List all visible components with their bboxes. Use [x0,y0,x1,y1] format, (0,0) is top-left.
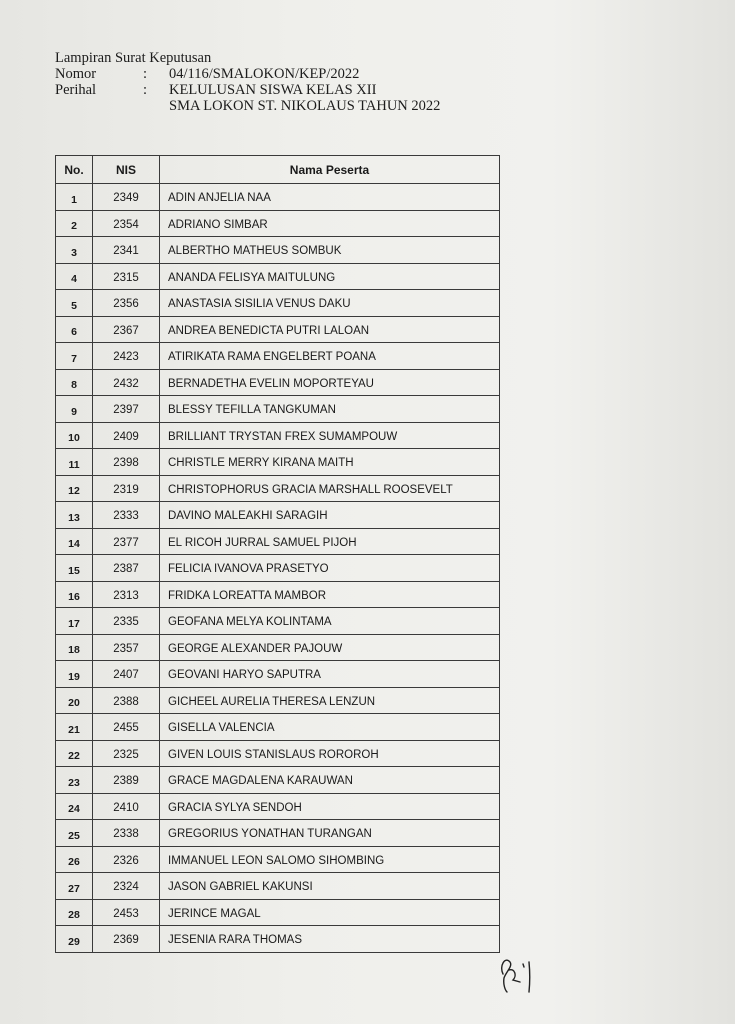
row-nis: 2319 [93,475,160,502]
row-name: ALBERTHO MATHEUS SOMBUK [160,237,500,264]
row-number: 23 [56,767,93,794]
row-name: EL RICOH JURRAL SAMUEL PIJOH [160,528,500,555]
row-number: 28 [56,899,93,926]
row-name: CHRISTLE MERRY KIRANA MAITH [160,449,500,476]
row-nis: 2325 [93,740,160,767]
row-nis: 2407 [93,661,160,688]
row-name: GEOVANI HARYO SAPUTRA [160,661,500,688]
row-number: 18 [56,634,93,661]
table-row [56,449,500,476]
row-number: 19 [56,661,93,688]
row-name: FRIDKA LOREATTA MAMBOR [160,581,500,608]
row-nis: 2341 [93,237,160,264]
row-nis: 2315 [93,263,160,290]
table-row [56,714,500,741]
row-nis: 2398 [93,449,160,476]
table-row [56,687,500,714]
table-row [56,528,500,555]
row-name: DAVINO MALEAKHI SARAGIH [160,502,500,529]
row-name: BERNADETHA EVELIN MOPORTEYAU [160,369,500,396]
row-number: 26 [56,846,93,873]
row-number: 22 [56,740,93,767]
row-number: 13 [56,502,93,529]
row-name: ANDREA BENEDICTA PUTRI LALOAN [160,316,500,343]
row-name: JESENIA RARA THOMAS [160,926,500,953]
row-name: ANANDA FELISYA MAITULUNG [160,263,500,290]
row-nis: 2410 [93,793,160,820]
table-row [56,661,500,688]
nomor-colon: : [143,66,148,82]
row-name: BRILLIANT TRYSTAN FREX SUMAMPOUW [160,422,500,449]
row-name: GEORGE ALEXANDER PAJOUW [160,634,500,661]
row-number: 20 [56,687,93,714]
row-name: GISELLA VALENCIA [160,714,500,741]
row-nis: 2354 [93,210,160,237]
row-name: GREGORIUS YONATHAN TURANGAN [160,820,500,847]
row-number: 2 [56,210,93,237]
row-number: 9 [56,396,93,423]
row-name: JASON GABRIEL KAKUNSI [160,873,500,900]
table-row [56,555,500,582]
row-nis: 2397 [93,396,160,423]
nomor-value: 04/116/SMALOKON/KEP/2022 [169,66,360,82]
header-no: No. [56,156,93,184]
row-nis: 2335 [93,608,160,635]
row-name: GIVEN LOUIS STANISLAUS ROROROH [160,740,500,767]
row-number: 29 [56,926,93,953]
table-row [56,475,500,502]
row-number: 4 [56,263,93,290]
table-row [56,422,500,449]
row-nis: 2349 [93,184,160,211]
row-number: 1 [56,184,93,211]
table-row [56,581,500,608]
row-name: JERINCE MAGAL [160,899,500,926]
row-nis: 2338 [93,820,160,847]
table-row [56,237,500,264]
initial-signature [493,948,543,998]
table-row [56,634,500,661]
table-row [56,767,500,794]
row-number: 21 [56,714,93,741]
header-nis: NIS [93,156,160,184]
table-row [56,793,500,820]
table-row [56,926,500,953]
row-nis: 2369 [93,926,160,953]
perihal-value: KELULUSAN SISWA KELAS XII [169,82,377,98]
row-nis: 2432 [93,369,160,396]
row-nis: 2377 [93,528,160,555]
row-number: 14 [56,528,93,555]
row-nis: 2356 [93,290,160,317]
row-number: 5 [56,290,93,317]
row-nis: 2357 [93,634,160,661]
table-row [56,263,500,290]
row-name: GICHEEL AURELIA THERESA LENZUN [160,687,500,714]
row-name: ATIRIKATA RAMA ENGELBERT POANA [160,343,500,370]
table-row [56,210,500,237]
row-nis: 2388 [93,687,160,714]
table-row [56,608,500,635]
row-number: 24 [56,793,93,820]
row-number: 8 [56,369,93,396]
table-row [56,290,500,317]
row-number: 7 [56,343,93,370]
row-nis: 2387 [93,555,160,582]
row-number: 3 [56,237,93,264]
row-name: GRACIA SYLYA SENDOH [160,793,500,820]
table-row [56,502,500,529]
row-nis: 2409 [93,422,160,449]
table-row [56,820,500,847]
row-number: 12 [56,475,93,502]
table-row [56,343,500,370]
row-name: ADRIANO SIMBAR [160,210,500,237]
row-nis: 2389 [93,767,160,794]
row-name: GEOFANA MELYA KOLINTAMA [160,608,500,635]
row-nis: 2326 [93,846,160,873]
row-nis: 2453 [93,899,160,926]
row-number: 27 [56,873,93,900]
table-row [56,184,500,211]
perihal-colon: : [143,82,148,98]
table-row [56,846,500,873]
row-number: 25 [56,820,93,847]
table-row [56,396,500,423]
row-number: 6 [56,316,93,343]
nomor-label: Nomor [55,66,97,82]
row-name: BLESSY TEFILLA TANGKUMAN [160,396,500,423]
table-row [56,369,500,396]
row-name: IMMANUEL LEON SALOMO SIHOMBING [160,846,500,873]
row-nis: 2423 [93,343,160,370]
row-name: ADIN ANJELIA NAA [160,184,500,211]
row-nis: 2455 [93,714,160,741]
row-nis: 2324 [93,873,160,900]
row-name: FELICIA IVANOVA PRASETYO [160,555,500,582]
attachment-title: Lampiran Surat Keputusan [55,50,212,66]
table-row [56,740,500,767]
table-row [56,316,500,343]
perihal-value-line2: SMA LOKON ST. NIKOLAUS TAHUN 2022 [169,98,441,114]
row-number: 15 [56,555,93,582]
row-number: 11 [56,449,93,476]
row-name: GRACE MAGDALENA KARAUWAN [160,767,500,794]
row-nis: 2313 [93,581,160,608]
header-nama-peserta: Nama Peserta [160,156,500,184]
row-nis: 2367 [93,316,160,343]
row-nis: 2333 [93,502,160,529]
table-row [56,899,500,926]
row-number: 16 [56,581,93,608]
graduates-table [55,155,500,953]
row-name: CHRISTOPHORUS GRACIA MARSHALL ROOSEVELT [160,475,500,502]
row-name: ANASTASIA SISILIA VENUS DAKU [160,290,500,317]
table-header-row [56,156,500,184]
table-row [56,873,500,900]
perihal-label: Perihal [55,82,97,98]
letter-header [55,51,440,115]
row-number: 17 [56,608,93,635]
row-number: 10 [56,422,93,449]
